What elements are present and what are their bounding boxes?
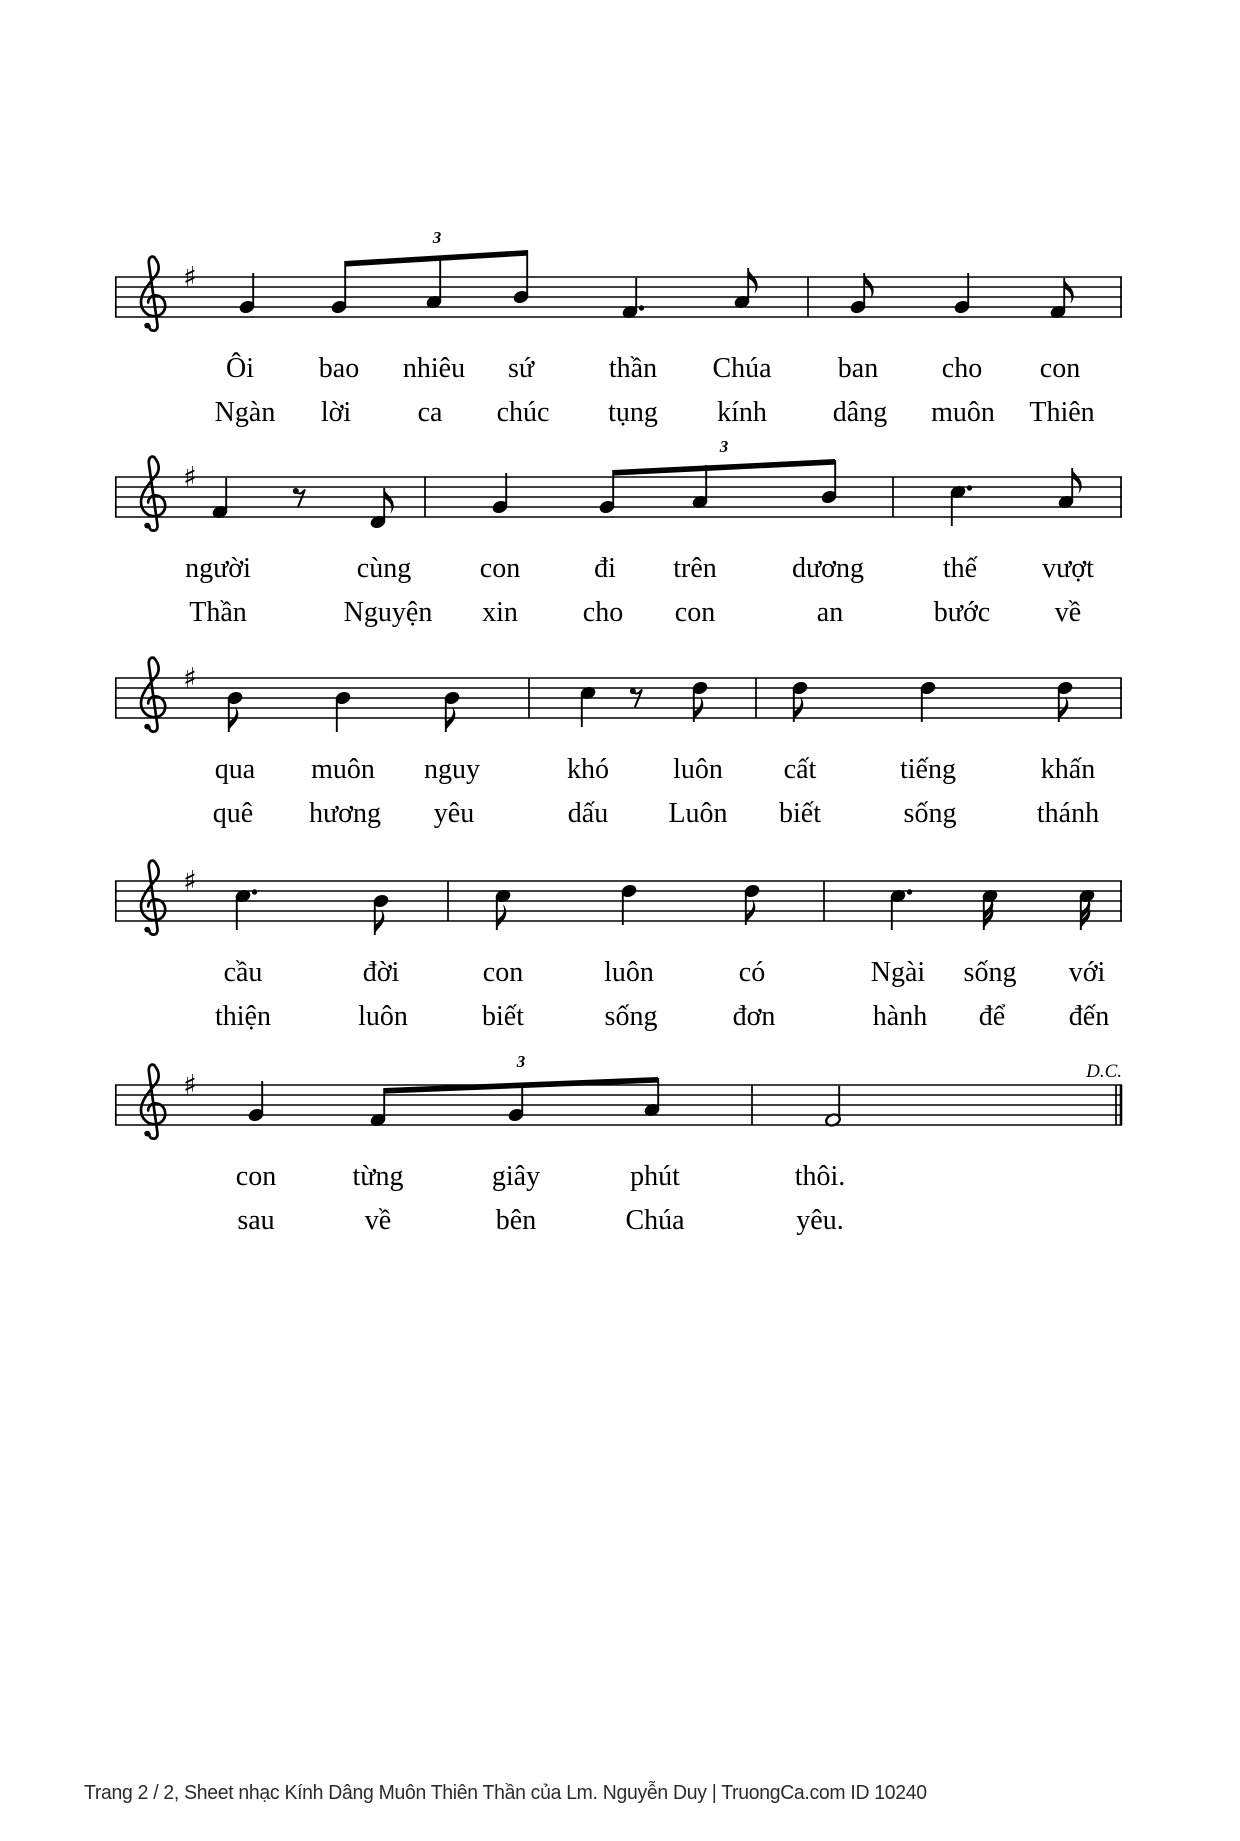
note [444, 691, 461, 732]
lyric-word: đến [1068, 1001, 1110, 1032]
tuplet-number: 3 [719, 437, 729, 456]
key-signature-sharp-icon: ♯ [183, 864, 197, 898]
lyric-word: phút [630, 1161, 680, 1192]
staff-system-1 [115, 228, 1122, 428]
lyric-word: với [1068, 957, 1106, 988]
note [335, 691, 352, 732]
treble-clef-icon [141, 457, 165, 531]
staff-system-3 [115, 658, 1122, 829]
note [248, 1081, 265, 1122]
lyric-word: cho [582, 597, 624, 628]
lyric-word: người [185, 553, 251, 584]
augmentation-dot [967, 485, 972, 490]
lyric-word: an [816, 597, 844, 628]
tuplet-number: 3 [516, 1052, 526, 1071]
eighth-flag-icon [1064, 278, 1074, 304]
lyric-word: từng [352, 1161, 404, 1192]
eighth-flag-icon [497, 905, 507, 931]
note [692, 681, 709, 722]
lyric-word: thần [608, 353, 658, 384]
lyric-word: trên [673, 553, 717, 584]
note [1057, 681, 1074, 722]
note [954, 273, 971, 314]
lyric-word: xin [482, 597, 518, 628]
treble-clef-icon [141, 658, 165, 732]
eighth-flag-icon [446, 707, 456, 733]
lyric-word: bên [495, 1205, 537, 1236]
lyric-word: Ngàn [214, 397, 276, 428]
lyric-word: con [482, 957, 524, 988]
lyric-word: tiếng [900, 754, 956, 785]
note [227, 691, 244, 732]
lyric-word: bước [933, 597, 991, 628]
lyric-word: Thần [189, 597, 247, 628]
note [580, 686, 597, 727]
lyric-word: kính [717, 397, 767, 428]
lyric-word: vượt [1042, 553, 1094, 584]
lyric-word: Thiên [1029, 397, 1095, 428]
eighth-flag-icon [229, 707, 239, 733]
lyric-word: Ngài [870, 957, 926, 988]
lyric-word: đơn [732, 1001, 776, 1032]
note [744, 884, 761, 925]
lyric-word: có [738, 957, 766, 988]
lyric-word: sứ [507, 353, 535, 384]
lyric-word: chúc [496, 397, 550, 428]
lyric-word: con [235, 1161, 277, 1192]
note [792, 681, 809, 722]
note [370, 1088, 387, 1127]
lyric-word: lời [320, 397, 352, 428]
lyric-word: sống [604, 1001, 658, 1032]
note [982, 889, 999, 930]
lyric-word: cầu [223, 957, 263, 988]
eighth-flag-icon [748, 268, 758, 294]
lyric-word: hành [872, 1001, 928, 1032]
lyric-word: luôn [358, 1001, 408, 1032]
lyric-word: giây [491, 1161, 541, 1192]
lyric-word: cùng [356, 553, 412, 584]
note [235, 889, 258, 930]
augmentation-dot [252, 889, 257, 894]
lyric-word: Ôi [226, 353, 254, 384]
staff-system-5 [115, 1052, 1122, 1236]
lyric-word: thế [942, 553, 978, 584]
lyric-word: con [674, 597, 716, 628]
augmentation-dot [639, 305, 644, 310]
note [621, 884, 638, 925]
lyric-word: về [364, 1205, 392, 1236]
treble-clef-icon [141, 861, 165, 935]
lyric-word: ban [837, 353, 879, 384]
lyric-word: Chúa [712, 353, 772, 384]
note [373, 894, 390, 935]
lyric-word: sống [903, 798, 957, 829]
lyric-word: yêu [433, 798, 475, 829]
eighth-flag-icon [375, 910, 385, 936]
lyric-word: biết [779, 798, 821, 829]
lyric-word: về [1054, 597, 1082, 628]
staff-system-4 [115, 861, 1122, 1032]
lyric-word: dấu [567, 798, 609, 829]
lyric-word: cho [941, 353, 983, 384]
note [1058, 468, 1082, 509]
augmentation-dot [907, 889, 912, 894]
lyric-word: tụng [608, 397, 658, 428]
note [426, 256, 443, 309]
note [239, 273, 256, 314]
lyric-word: thánh [1036, 798, 1100, 829]
lyric-word: con [1039, 353, 1081, 384]
lyric-word: đời [362, 957, 400, 988]
lyric-word: Nguyện [343, 597, 433, 628]
lyric-word: luôn [604, 957, 654, 988]
da-capo-label: D.C. [1086, 1061, 1122, 1082]
note [1079, 889, 1096, 930]
note [492, 473, 509, 514]
lyric-word: muôn [311, 754, 375, 785]
lyric-word: cất [783, 754, 817, 785]
lyric-word: nhiêu [402, 353, 466, 384]
lyric-word: thiện [215, 1001, 271, 1032]
note [1050, 278, 1074, 319]
lyric-word: Chúa [625, 1205, 685, 1236]
note [495, 889, 512, 930]
lyric-word: muôn [931, 397, 995, 428]
lyric-word: dâng [832, 397, 888, 428]
lyric-word: nguy [424, 754, 480, 785]
lyric-word: sau [237, 1205, 275, 1236]
key-signature-sharp-icon: ♯ [183, 460, 197, 494]
lyric-word: thôi. [794, 1161, 846, 1192]
lyric-word: đi [594, 553, 616, 584]
lyric-word: để [978, 1001, 1006, 1032]
eighth-rest-icon [293, 488, 305, 508]
key-signature-sharp-icon: ♯ [183, 1068, 197, 1102]
lyric-word: luôn [673, 754, 723, 785]
lyric-word: dương [792, 553, 864, 584]
key-signature-sharp-icon: ♯ [183, 661, 197, 695]
lyric-word: con [479, 553, 521, 584]
note [644, 1078, 661, 1117]
lyric-word: yêu. [796, 1205, 844, 1236]
lyric-word: bao [318, 353, 360, 384]
staff-system-2 [115, 437, 1122, 628]
treble-clef-icon [141, 257, 165, 331]
lyric-word: sống [963, 957, 1017, 988]
note [212, 478, 229, 519]
lyric-word: biết [482, 1001, 524, 1032]
key-signature-sharp-icon: ♯ [183, 260, 197, 294]
note [920, 681, 937, 722]
lyric-word: hương [309, 798, 381, 829]
note [622, 278, 645, 319]
note [821, 460, 838, 504]
lyric-word: qua [214, 754, 256, 785]
note [890, 889, 913, 930]
lyric-word: ca [417, 397, 443, 428]
tuplet-beam [345, 250, 528, 267]
tuplet-number: 3 [432, 228, 442, 247]
lyric-word: khấn [1040, 754, 1096, 785]
note [950, 485, 973, 526]
lyric-word: khó [567, 754, 609, 785]
note [508, 1083, 525, 1122]
note [734, 268, 758, 309]
note [370, 488, 394, 529]
lyric-word: quê [212, 798, 254, 829]
note [850, 273, 874, 314]
note [825, 1086, 842, 1127]
tuplet-beam [613, 459, 835, 476]
eighth-flag-icon [1072, 468, 1082, 494]
lyric-word: Luôn [668, 798, 728, 829]
eighth-flag-icon [384, 488, 394, 514]
treble-clef-icon [141, 1065, 165, 1139]
page-footer: Trang 2 / 2, Sheet nhạc Kính Dâng Muôn Thiên Thần của Lm. Nguyễn Duy | TruongCa.com ID 10240 [84, 1782, 927, 1804]
